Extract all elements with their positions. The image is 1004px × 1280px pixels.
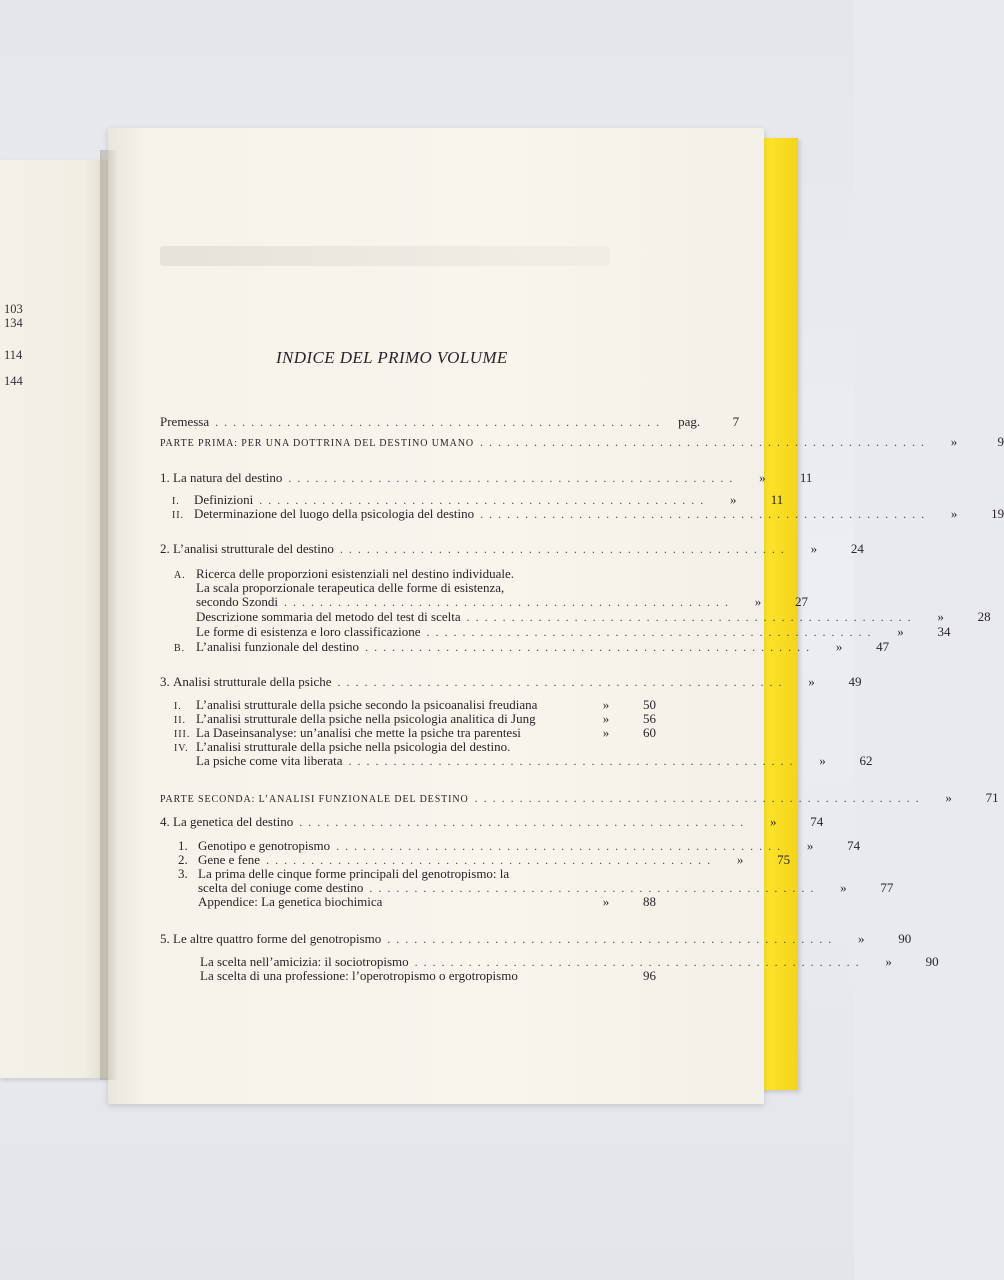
ditto-mark: »: [736, 852, 744, 867]
toc-dot-leader: ..................................................: [480, 507, 931, 521]
ditto-mark: »: [840, 880, 847, 895]
toc-page: 19: [991, 506, 1004, 521]
ditto-mark: »: [950, 434, 958, 449]
toc-entry: [198, 894, 656, 909]
ditto-mark: »: [810, 541, 818, 556]
toc-dot-leader: ..................................................: [336, 839, 787, 853]
toc-dot-leader: ..................................................: [474, 791, 925, 805]
toc-page: 11: [770, 492, 784, 507]
toc-page: 74: [847, 838, 861, 853]
toc-label: Determinazione del luogo della psicologia del destino: [194, 506, 475, 521]
toc-label: La genetica del destino: [173, 814, 294, 829]
toc-label: scelta del coniuge come destino: [198, 880, 364, 895]
toc-page: 47: [876, 639, 890, 654]
toc-entry: [196, 594, 808, 610]
toc-dot-leader: ..................................................: [466, 610, 917, 624]
toc-page: 75: [777, 852, 791, 867]
toc-chapter: [160, 674, 862, 690]
toc-page: 74: [810, 814, 824, 829]
toc-entry-continuation: La scala proporzionale terapeutica delle forme di esistenza,: [196, 580, 505, 595]
ditto-mark: »: [754, 594, 762, 609]
toc-page: 60: [643, 725, 656, 740]
ditto-mark: »: [769, 814, 777, 829]
toc-number: 3.: [178, 866, 188, 881]
toc-label: Descrizione sommaria del metodo del test di scelta: [196, 609, 461, 624]
toc-number: I.: [174, 701, 182, 712]
toc-number: III.: [174, 729, 191, 740]
toc-label: L’analisi strutturale della psiche secondo la psicoanalisi freudiana: [196, 697, 538, 712]
ditto-mark: »: [602, 894, 610, 909]
ditto-mark: »: [835, 639, 843, 654]
toc-part-heading: [160, 434, 1004, 451]
toc-label: Genotipo e genotropismo: [198, 838, 331, 853]
toc-entry: [160, 414, 740, 430]
toc-label: L’analisi strutturale del destino: [173, 541, 334, 556]
toc-number: 5.: [160, 931, 170, 946]
toc-label: Gene e fene: [198, 852, 261, 867]
ditto-mark: »: [945, 790, 952, 805]
toc-label: PARTE SECONDA: L’ANALISI FUNZIONALE DEL DESTINO: [160, 794, 469, 805]
ditto-mark: »: [602, 725, 610, 740]
toc-page: 27: [794, 594, 808, 609]
ditto-mark: »: [602, 711, 610, 726]
toc-dot-leader: ..................................................: [387, 932, 838, 946]
toc-dot-leader: ..................................................: [480, 435, 931, 449]
toc-label: Premessa: [160, 414, 210, 429]
left-page: [0, 160, 112, 1078]
toc-dot-leader: ..................................................: [414, 955, 865, 969]
toc-label: La scelta di una professione: l’operotropismo o ergotropismo: [200, 968, 518, 983]
toc-page: 77: [880, 880, 894, 895]
toc-number: 2.: [160, 541, 170, 556]
toc-chapter: [160, 814, 824, 830]
toc-page: 90: [898, 931, 912, 946]
toc-label: secondo Szondi: [196, 594, 278, 609]
toc-entry: [196, 609, 991, 625]
page-title: INDICE DEL PRIMO VOLUME: [276, 348, 508, 367]
ditto-mark: »: [602, 697, 610, 712]
pag-label: pag.: [678, 414, 701, 429]
toc-page: 49: [848, 674, 862, 689]
toc-page: 9: [997, 434, 1004, 449]
toc-dot-leader: ..................................................: [266, 853, 717, 867]
toc-label: L’analisi funzionale del destino: [196, 639, 360, 654]
ditto-mark: »: [858, 931, 865, 946]
toc-dot-leader: ..................................................: [259, 493, 710, 507]
toc-page: 34: [937, 624, 951, 639]
left-page-number: 144: [4, 374, 23, 388]
toc-page: 88: [643, 894, 656, 909]
toc-label: Le altre quattro forme del genotropismo: [173, 931, 382, 946]
toc-page: 28: [977, 609, 991, 624]
toc-label: La prima delle cinque forme principali del genotropismo: la: [198, 866, 510, 881]
toc-label: La Daseinsanalyse: un’analisi che mette la psiche tra parentesi: [196, 725, 521, 740]
show-through-text: [160, 246, 610, 266]
toc-page: 90: [925, 954, 939, 969]
left-page-number: 134: [4, 316, 23, 330]
toc-dot-leader: ..................................................: [369, 881, 820, 895]
toc-part-heading: [160, 790, 999, 807]
ditto-mark: »: [729, 492, 737, 507]
toc-dot-leader: ..................................................: [299, 815, 750, 829]
toc-page: 96: [643, 968, 656, 983]
toc-label: La natura del destino: [173, 470, 283, 485]
toc-number: II.: [174, 715, 186, 726]
toc-number: 2.: [178, 852, 188, 867]
toc-chapter: [160, 541, 864, 557]
toc-dot-leader: ..................................................: [339, 542, 790, 556]
ditto-mark: »: [937, 609, 944, 624]
toc-label: La scelta nell’amicizia: il sociotropismo: [200, 954, 409, 969]
toc-number: A.: [174, 570, 186, 581]
toc-entry: [174, 639, 890, 656]
toc-dot-leader: ..................................................: [337, 675, 788, 689]
toc-label: Analisi strutturale della psiche: [173, 674, 332, 689]
toc-entry: [196, 753, 873, 769]
toc-label: La psiche come vita liberata: [196, 753, 343, 768]
toc-page: 24: [850, 541, 864, 556]
toc-label: L’analisi strutturale della psiche nella psicologia analitica di Jung: [196, 711, 536, 726]
toc-page: 71: [985, 790, 999, 805]
toc-page: 62: [859, 753, 873, 768]
toc-label: PARTE PRIMA: PER UNA DOTTRINA DEL DESTINO UMANO: [160, 438, 475, 449]
toc-label: Appendice: La genetica biochimica: [198, 894, 383, 909]
toc-entry: [178, 866, 509, 881]
toc-dot-leader: ..................................................: [365, 640, 816, 654]
toc-page: 11: [799, 470, 813, 485]
toc-dot-leader: ..................................................: [283, 595, 734, 609]
toc-dot-leader: ..................................................: [348, 754, 799, 768]
toc-page: 7: [732, 414, 740, 429]
toc-label: L’analisi strutturale della psiche nella psicologia del destino.: [196, 739, 511, 754]
toc-label: Ricerca delle proporzioni esistenziali nel destino individuale.: [196, 566, 515, 581]
toc-dot-leader: ..................................................: [288, 471, 739, 485]
ditto-mark: »: [808, 674, 815, 689]
toc-number: 4.: [160, 814, 170, 829]
toc-number: 1.: [160, 470, 170, 485]
book-gutter-shadow: [100, 150, 118, 1080]
toc-chapter: [160, 931, 912, 947]
toc-entry: [196, 624, 951, 640]
toc-number: IV.: [174, 743, 189, 754]
toc-number: II.: [172, 510, 184, 521]
toc-entry: [172, 506, 1004, 523]
ditto-mark: »: [759, 470, 766, 485]
toc-page: 56: [643, 711, 656, 726]
ditto-mark: »: [897, 624, 904, 639]
toc-number: B.: [174, 643, 185, 654]
left-page-number: 103: [4, 302, 23, 316]
toc-label: Le forme di esistenza e loro classificazione: [196, 624, 421, 639]
toc-chapter: [160, 470, 813, 486]
ditto-mark: »: [950, 506, 958, 521]
toc-number: 3.: [160, 674, 170, 689]
left-page-number: 114: [4, 348, 23, 362]
ditto-mark: »: [806, 838, 814, 853]
toc-number: 1.: [178, 838, 188, 853]
toc-label: Definizioni: [194, 492, 254, 507]
toc-dot-leader: ..................................................: [215, 415, 666, 429]
toc-page: 50: [643, 697, 656, 712]
ditto-mark: »: [819, 753, 826, 768]
ditto-mark: »: [885, 954, 892, 969]
toc-number: I.: [172, 496, 180, 507]
toc-entry: [200, 968, 656, 983]
toc-dot-leader: ..................................................: [426, 625, 877, 639]
